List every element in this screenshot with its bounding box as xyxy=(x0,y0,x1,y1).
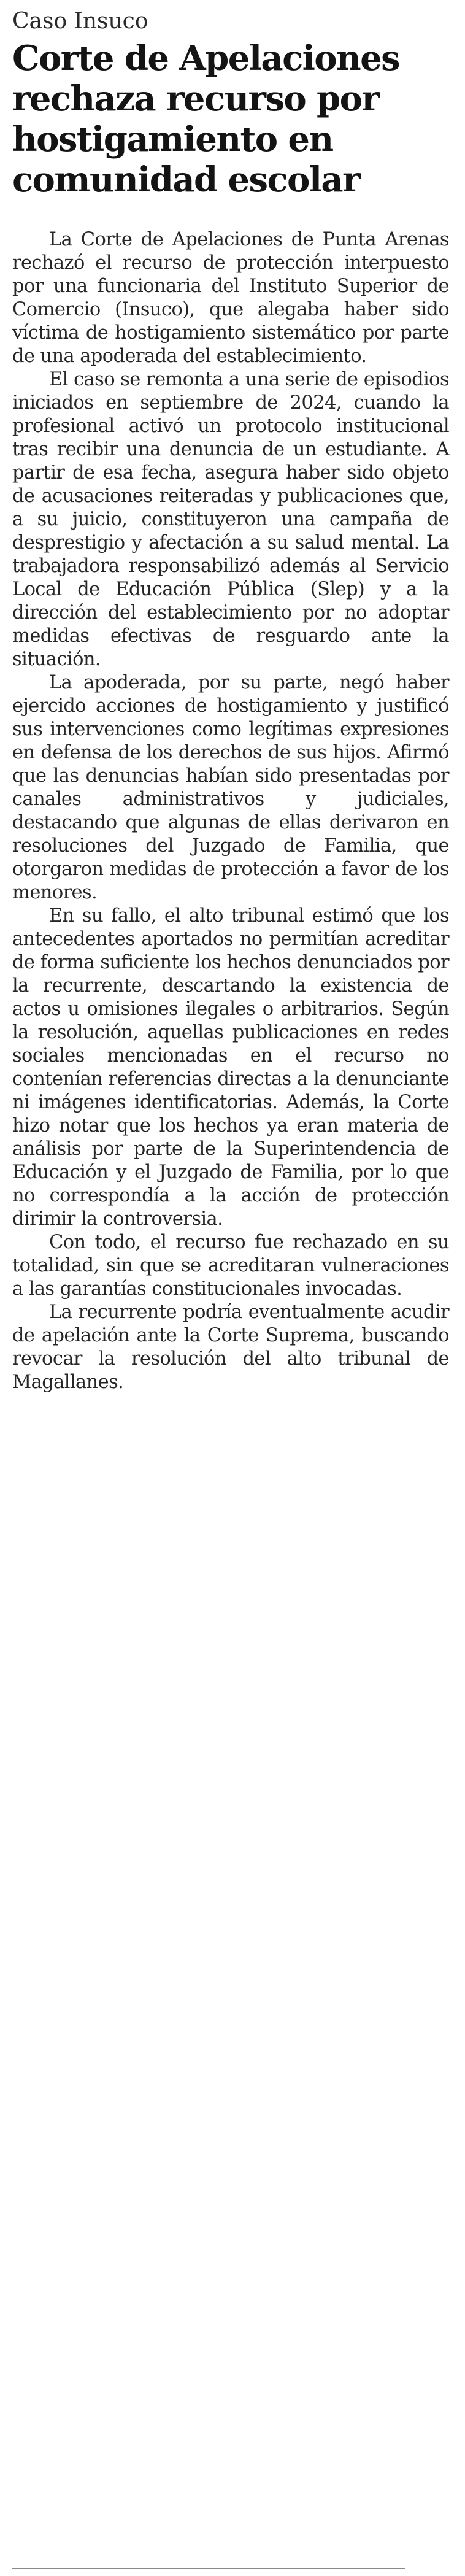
article-paragraph: Con todo, el recurso fue rechazado en su totalidad, sin que se acreditaran vulneraciones a las garantías constitucionales invocadas. xyxy=(12,1232,449,1300)
article-paragraph: La recurrente podría eventualmente acudir de apelación ante la Corte Suprema, buscando revocar la resolución del alto tribunal de Magallanes. xyxy=(12,1301,449,1393)
article-headline: Corte de Apelaciones rechaza recurso por hostigamiento en comunidad escolar xyxy=(12,38,400,200)
article-paragraph: La apoderada, por su parte, negó haber ejercido acciones de hostigamiento y justificó sus intervenciones como legítimas expresiones en defensa de los derechos de sus hijos. Afirmó que las denuncias habían sido presentadas por canales administrativos y judiciales, destacando que algunas de ellas derivaron en resoluciones del Juzgado de Familia, que otorgaron medidas de protección a favor de los menores. xyxy=(12,672,449,903)
article-paragraph: La Corte de Apelaciones de Punta Arenas rechazó el recurso de protección interpuesto por una funcionaria del Instituto Superior de Comercio (Insuco), que alegaba haber sido víctima de hostigamiento sistemático por parte de una apoderada del establecimiento. xyxy=(12,229,449,367)
bottom-divider xyxy=(12,2568,405,2569)
news-article xyxy=(12,9,449,1394)
article-body xyxy=(12,228,449,1394)
section-label: Caso Insuco xyxy=(12,9,148,34)
article-paragraph: El caso se remonta a una serie de episodios iniciados en septiembre de 2024, cuando la profesional activó un protocolo institucional tras recibir una denuncia de un estudiante. A partir de esa fecha, asegura haber sido objeto de acusaciones reiteradas y publicaciones que, a su juicio, constituyeron una campaña de desprestigio y afectación a su salud mental. La trabajadora responsabilizó además al Servicio Local de Educación Pública (Slep) y a la dirección del establecimiento por no adoptar medidas efectivas de resguardo ante la situación. xyxy=(12,369,449,670)
article-paragraph: En su fallo, el alto tribunal estimó que los antecedentes aportados no permitían acreditar de forma suficiente los hechos denunciados por la recurrente, descartando la existencia de actos u omisiones ilegales o arbitrarios. Según la resolución, aquellas publicaciones en redes sociales mencionadas en el recurso no contenían referencias directas a la denunciante ni imágenes identificatorias. Además, la Corte hizo notar que los hechos ya eran materia de análisis por parte de la Superintendencia de Educación y el Juzgado de Familia, por lo que no correspondía a la acción de protección dirimir la controversia. xyxy=(12,905,449,1230)
